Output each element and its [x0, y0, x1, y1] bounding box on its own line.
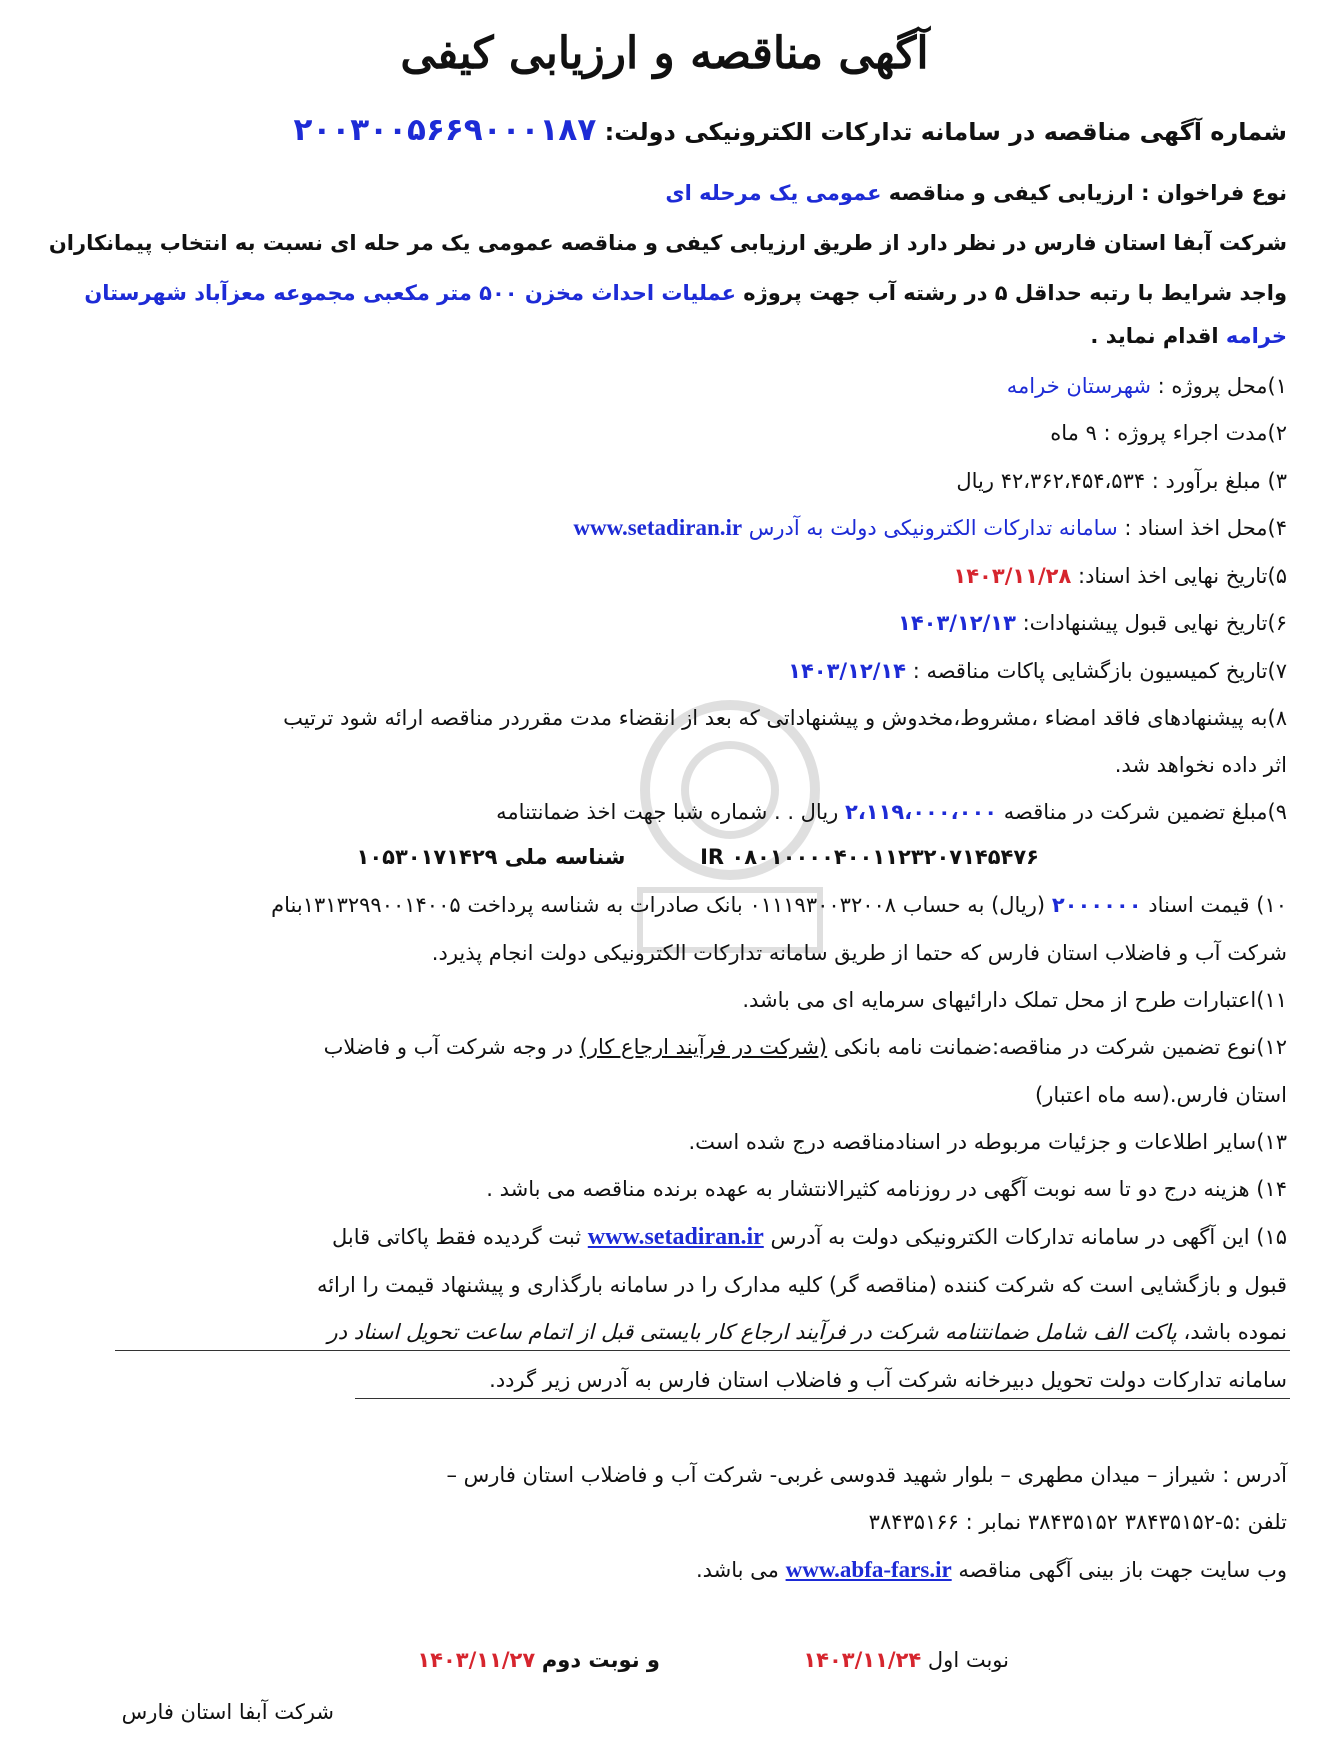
item-6: [898, 608, 1287, 638]
item-4: [573, 513, 1287, 543]
item-9-label: ۹)مبلغ تضمین شرکت در مناقصه: [1003, 800, 1287, 824]
item-15-line-4: سامانه تدارکات دولت تحویل دبیرخانه شرکت آب و فاضلاب استان فارس به آدرس زیر گردد.: [489, 1368, 1287, 1392]
website-b: می باشد.: [695, 1558, 779, 1582]
page-title: آگهی مناقصه و ارزیابی کیفی: [400, 28, 929, 79]
item-1: [1007, 371, 1287, 401]
address: آدرس : شیراز – میدان مطهری – بلوار شهید قدوسی غربی- شرکت آب و فاضلاب استان فارس –: [446, 1463, 1287, 1487]
guarantee-amount: ۲،۱۱۹،۰۰۰،۰۰۰: [845, 800, 998, 824]
item-5-date: ۱۴۰۳/۱۱/۲۸: [953, 564, 1072, 588]
project-name: عملیات احداث مخزن ۵۰۰ متر مکعبی مجموعه معزآباد شهرستان: [84, 281, 736, 305]
item-10-line-2: شرکت آب و فاضلاب استان فارس که حتما از طریق سامانه تدارکات الکترونیکی دولت انجام پذیرد.: [431, 941, 1287, 965]
item-1-label: ۱)محل پروژه :: [1157, 374, 1287, 398]
item-6-date: ۱۴۰۳/۱۲/۱۳: [898, 611, 1016, 635]
item-7-date: ۱۴۰۳/۱۲/۱۴: [788, 659, 907, 683]
project-city: خرامه: [1225, 324, 1287, 348]
call-type-label: نوع فراخوان : ارزیابی کیفی و مناقصه: [888, 181, 1287, 205]
notice-number-label: شماره آگهی مناقصه در سامانه تدارکات الکترونیکی دولت:: [604, 118, 1287, 146]
item-5-label: ۵)تاریخ نهایی اخذ اسناد:: [1078, 564, 1287, 588]
item-3: ۳) مبلغ برآورد : ۴۲،۳۶۲،۴۵۴،۵۳۴ ریال: [956, 469, 1287, 493]
item-10-line-1: [271, 890, 1287, 920]
document-price: ۲۰۰۰۰۰۰: [1051, 893, 1142, 917]
item-12-c: در وجه شرکت آب و فاضلاب: [323, 1035, 573, 1059]
divider: [115, 1350, 1290, 1351]
notice-number: ۲۰۰۳۰۰۵۶۶۹۰۰۰۱۸۷: [293, 112, 597, 148]
item-12-line-1: [324, 1032, 1287, 1062]
first-round-label: نوبت اول: [927, 1648, 1009, 1672]
item-7-label: ۷)تاریخ کمیسیون بازگشایی پاکات مناقصه :: [912, 659, 1287, 683]
national-id: شناسه ملی ۱۰۵۳۰۱۷۱۴۲۹: [356, 845, 626, 869]
item-15-a: ۱۵) این آگهی در سامانه تدارکات الکترونیکی دولت به آدرس: [770, 1225, 1287, 1249]
item-9-rest: ریال . . شماره شبا جهت اخذ ضمانتنامه: [496, 800, 839, 824]
website-row: [696, 1555, 1287, 1585]
item-2: ۲)مدت اجراء پروژه : ۹ ماه: [1050, 421, 1287, 445]
item-10-a: ۱۰) قیمت اسناد: [1148, 893, 1287, 917]
website-link[interactable]: www.abfa-fars.ir: [785, 1557, 952, 1582]
item-12-b: (شرکت در فرآیند ارجاع کار): [579, 1035, 828, 1059]
notice-number-row: [294, 108, 1288, 154]
item-9: [496, 797, 1287, 827]
publication-dates: [417, 1645, 1009, 1675]
item-1-value: شهرستان خرامه: [1006, 374, 1151, 398]
intro-line-2-a: واجد شرایط با رتبه حداقل ۵ در رشته آب جهت پروژه: [743, 281, 1287, 305]
iban: IR ۰۸۰۱۰۰۰۰۴۰۰۱۱۲۳۲۰۷۱۴۵۴۷۶: [700, 845, 1039, 869]
call-type-row: [665, 178, 1287, 208]
item-12-a: ۱۲)نوع تضمین شرکت در مناقصه:ضمانت نامه بانکی: [833, 1035, 1287, 1059]
intro-line-3: [1090, 321, 1287, 351]
item-7: [788, 656, 1287, 686]
intro-line-2: [84, 278, 1287, 308]
item-5: [953, 561, 1287, 591]
divider: [355, 1398, 1290, 1399]
second-round-label: و نوبت دوم: [541, 1648, 660, 1672]
intro-line-1: شرکت آبفا استان فارس در نظر دارد از طریق ارزیابی کیفی و مناقصه عمومی یک مر حله ای نسبت به انتخاب پیمانکاران: [48, 231, 1287, 255]
item-13: ۱۳)سایر اطلاعات و جزئیات مربوطه در اسنادمناقصه درج شده است.: [688, 1130, 1287, 1154]
item-15-line-2: قبول و بازگشایی است که شرکت کننده (مناقصه گر) کلیه مدارک را در سامانه بارگذاری و پیشنهاد قیمت را ارائه: [316, 1273, 1287, 1297]
item-15-b: ثبت گردیده فقط پاکاتی قابل: [332, 1225, 582, 1249]
intro-line-3-b: اقدام نماید .: [1090, 324, 1219, 348]
item-10-b: (ریال) به حساب ۰۱۱۱۹۳۰۰۳۲۰۰۸ بانک صادرات به شناسه پرداخت ۱۳۱۳۲۹۹۰۰۱۴۰۰۵بنام: [271, 893, 1046, 917]
item-15-line-1: [332, 1222, 1287, 1252]
item-11: ۱۱)اعتبارات طرح از محل تملک دارائیهای سرمایه ای می باشد.: [742, 988, 1287, 1012]
item-4-link[interactable]: www.setadiran.ir: [573, 515, 743, 540]
item-4-value: سامانه تدارکات الکترونیکی دولت به آدرس: [748, 516, 1118, 540]
item-8-line-1: ۸)به پیشنهادهای فاقد امضاء ،مشروط،مخدوش و پیشنهاداتی که بعد از انقضاء مدت مقرردر مناقصه ارائه شود ترتیب: [283, 706, 1287, 730]
second-round-date: ۱۴۰۳/۱۱/۲۷: [417, 1648, 536, 1672]
website-a: وب سایت جهت باز بینی آگهی مناقصه: [958, 1558, 1287, 1582]
item-15-line-3-a: نموده باشد،: [1183, 1320, 1287, 1344]
first-round-date: ۱۴۰۳/۱۱/۲۴: [803, 1648, 922, 1672]
call-type-value: عمومی یک مرحله ای: [665, 181, 882, 205]
item-14: ۱۴) هزینه درج دو تا سه نوبت آگهی در روزنامه کثیرالانتشار به عهده برنده مناقصه می باشد .: [486, 1177, 1287, 1201]
item-8-line-2: اثر داده نخواهد شد.: [1114, 753, 1287, 777]
signature: شرکت آبفا استان فارس: [121, 1700, 334, 1724]
item-15-line-3: [328, 1317, 1287, 1347]
item-12-line-2: استان فارس.(سه ماه اعتبار): [1035, 1083, 1287, 1107]
item-6-label: ۶)تاریخ نهایی قبول پیشنهادات:: [1022, 611, 1287, 635]
phone: تلفن :۵-۳۸۴۳۵۱۵۲ ۳۸۴۳۵۱۵۲ نمابر : ۳۸۴۳۵۱۶۶: [868, 1510, 1287, 1534]
item-9-iban-row: [357, 842, 1040, 872]
item-15-link[interactable]: www.setadiran.ir: [587, 1224, 764, 1250]
item-4-label: ۴)محل اخذ اسناد :: [1124, 516, 1287, 540]
item-15-line-3-b: پاکت الف شامل ضمانتنامه شرکت در فرآیند ارجاع کار بایستی قبل از اتمام ساعت تحویل اسناد در: [327, 1320, 1177, 1344]
